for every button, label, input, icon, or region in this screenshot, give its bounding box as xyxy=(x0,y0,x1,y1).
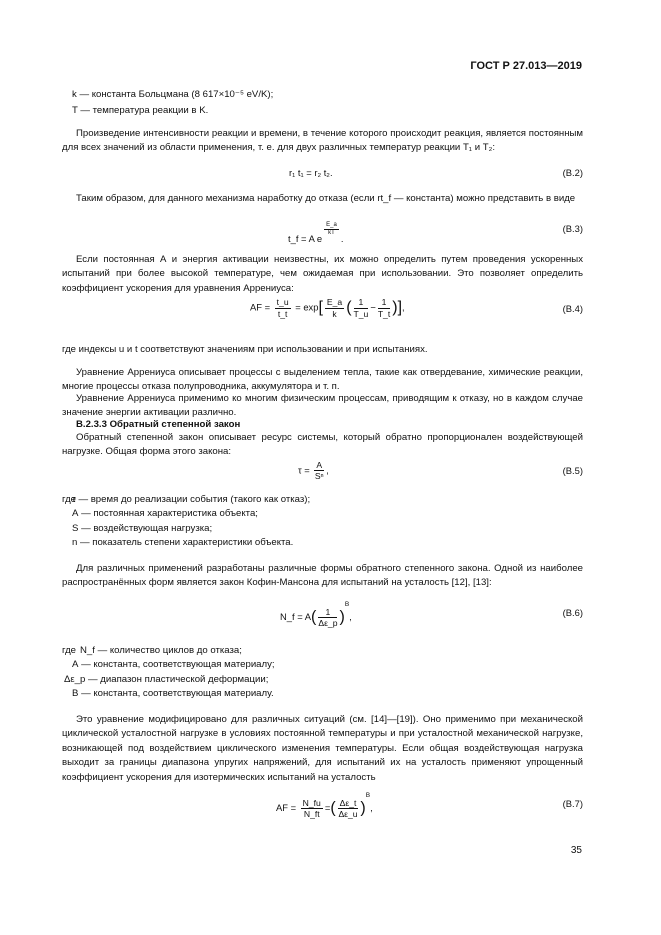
formula-b4-one-a: 1 xyxy=(354,297,369,308)
formula-b5-body: τ = $\frac{A}{\text{Sⁿ}}$ , xyxy=(298,460,329,482)
formula-b7-rparen: ) xyxy=(360,799,366,817)
formula-b5-lhs: τ = xyxy=(298,464,310,476)
formula-b7-ratio xyxy=(301,798,323,820)
formula-b7-body: AF = $\frac{N\_fu}{N\_ft}$ =( $\frac{\Delta\varepsilon\_t}{\Delta\varepsilon\_u}$ )$^B$, xyxy=(276,792,373,820)
formula-b6-den: Δε_p xyxy=(318,618,338,629)
formula-b4-rbracket: ] xyxy=(397,299,403,316)
formula-b4-tt-frac xyxy=(378,297,390,319)
formula-b7-lparen: ( xyxy=(330,799,336,817)
def-S: S — воздействующая нагрузка; xyxy=(72,522,213,534)
formula-b4-body: AF = $\frac{t\_u}{t\_t}$ = exp[ $\frac{E\_a}{k}$ ( $\frac{1}{T\_u}$ − $\frac{1}{T\_t}$ )], xyxy=(250,297,405,319)
formula-b4 xyxy=(62,297,583,324)
formula-b5-label: (В.5) xyxy=(562,465,583,476)
page-number: 35 xyxy=(570,845,582,856)
formula-b4-tu: T_u xyxy=(353,308,369,319)
formula-b4-ea: E_a xyxy=(326,297,343,308)
formula-b4-den: t_t xyxy=(277,308,288,319)
formula-b7-lhs: AF = xyxy=(276,802,297,813)
formula-b4-ratio xyxy=(275,297,291,319)
formula-b4-tu-frac xyxy=(354,297,369,319)
formula-b6-label: (В.6) xyxy=(562,607,583,618)
formula-b5 xyxy=(62,460,583,486)
formula-b6 xyxy=(62,601,583,629)
formula-b3 xyxy=(62,222,583,244)
formula-b7-den: N_ft xyxy=(303,809,320,820)
formula-b7-num: N_fu xyxy=(302,797,321,808)
formula-b5-ratio xyxy=(314,460,324,482)
def-tau: τ — время до реализации события (такого как отказ); xyxy=(72,494,311,505)
def-deps: Δε_p — диапазон пластической деформации; xyxy=(64,673,269,685)
formula-b3-exp-den: kT xyxy=(328,230,335,237)
paragraph-5: Уравнение Аррениуса описывает процессы с выделением тепла, такие как отвердевание, химические реакции, многие процессы отказа полупроводника, аккумулятора и т. п. xyxy=(62,367,583,393)
section-heading: В.2.3.3 Обратный степенной закон xyxy=(76,419,241,430)
k-definition: k — константа Больцмана (8 617×10⁻⁵ eV/K); xyxy=(72,89,274,100)
paragraph-1: Произведение интенсивности реакции и времени, в течение которого происходит реакция, является постоянным для всех значений из области применения, т. е. для двух различных температур реакции T₁ и T₂: xyxy=(62,128,583,154)
paragraph-4: где индексы u и t соответствуют значениям при использовании и при испытаниях. xyxy=(62,344,428,355)
defs-b6-where: где xyxy=(62,645,77,656)
paragraph-6: Уравнение Аррениуса применимо ко многим физическим процессам, приводящим к отказу, но в каждом случае значение энергии активации различно. xyxy=(62,393,583,419)
formula-b2 xyxy=(62,166,583,188)
formula-b4-k: k xyxy=(332,308,337,319)
formula-b4-tt: T_t xyxy=(377,308,391,319)
formula-b6-num: 1 xyxy=(318,607,337,618)
formula-b4-label: (В.4) xyxy=(562,303,583,314)
formula-b3-body: t_f = A e $\frac{E\_a}{kT}$ . xyxy=(288,222,344,245)
formula-b4-lhs: AF = xyxy=(250,301,271,313)
paragraph-9: Это уравнение модифицировано для различных ситуаций (см. [14]—[19]). Оно применимо при механической циклической усталостной нагрузке в условиях постоянной температуры и при усталостной механической нагрузке, возникающей под воздействием циклического изменения температуры. Если общая воздействующая нагрузка выходит за границы диапазона упругих напряжений, для испытаний их на усталость применяют упрощенный коэффициент ускорения для изотермических испытаний на усталость xyxy=(62,714,583,783)
def-Nf: N_f — количество циклов до отказа; xyxy=(80,645,242,656)
formula-b5-num: A xyxy=(316,460,323,470)
formula-b4-exp: = exp xyxy=(295,301,319,313)
formula-b7-inum: Δε_t xyxy=(339,797,357,808)
formula-b4-lparen: ( xyxy=(346,299,352,316)
formula-b7-iden: Δε_u xyxy=(338,809,358,820)
formula-b2-label: (В.2) xyxy=(562,167,583,178)
formula-b3-exponent xyxy=(324,222,339,237)
formula-b4-lbracket: [ xyxy=(318,299,323,316)
paragraph-7: Обратный степенной закон описывает ресурс системы, который обратно пропорционален воздействующей нагрузке. Общая форма этого закона: xyxy=(62,432,583,458)
def-A: А — постоянная характеристика объекта; xyxy=(72,508,258,520)
document-header: ГОСТ Р 27.013—2019 xyxy=(470,60,582,72)
defs-b5-where: где xyxy=(62,494,77,505)
formula-b3-label: (В.3) xyxy=(562,223,583,234)
def-n: n — показатель степени характеристики объекта. xyxy=(72,537,294,549)
paragraph-2: Таким образом, для данного механизма наработку до отказа (если rt_f — константа) можно представить в виде xyxy=(76,193,576,204)
formula-b6-ratio xyxy=(318,607,337,629)
formula-b6-rparen: ) xyxy=(339,608,345,626)
formula-b6-power: B xyxy=(344,601,350,608)
formula-b3-exp-num: E_a xyxy=(324,222,339,230)
formula-b7-label: (В.7) xyxy=(562,798,583,809)
formula-b6-lparen: ( xyxy=(311,608,317,626)
formula-b7 xyxy=(62,792,583,820)
def-B: В — константа, соответствующая материалу. xyxy=(72,688,274,700)
formula-b7-power: B xyxy=(365,792,371,799)
formula-b4-num: t_u xyxy=(276,297,289,308)
formula-b6-body: N_f = A( $\frac{1}{\Delta\varepsilon\_p}$ )$^B$, xyxy=(280,601,352,629)
defs-b5 xyxy=(72,493,310,551)
formula-b4-one-b: 1 xyxy=(378,297,390,308)
formula-b6-lhs: N_f = A xyxy=(280,611,312,622)
formula-b2-body: r₁ t₁ = r₂ t₂. xyxy=(289,167,333,178)
formula-b5-den: Sⁿ xyxy=(314,471,324,482)
def-A-material: А — константа, соответствующая материалу; xyxy=(72,659,275,671)
formula-b3-lhs: t_f = A e xyxy=(288,233,323,245)
T-definition: T — температура реакции в K. xyxy=(72,105,209,116)
formula-b4-ea-frac xyxy=(325,297,344,319)
paragraph-3: Если постоянная А и энергия активации неизвестны, их можно определить путем проведения ускоренных испытаний при более высокой температуре, чем ожидаемая при использовании. Это позволяет определить коэффициент ускорения для уравнения Аррениуса: xyxy=(62,254,583,294)
formula-b7-inner xyxy=(338,798,359,820)
formula-b4-rparen: ) xyxy=(392,299,398,316)
paragraph-8: Для различных применений разработаны различные формы обратного степенного закона. Одной из наиболее распространённых форм является закон Кофин-Мансона для испытаний на усталость [12], [13]: xyxy=(62,563,583,589)
